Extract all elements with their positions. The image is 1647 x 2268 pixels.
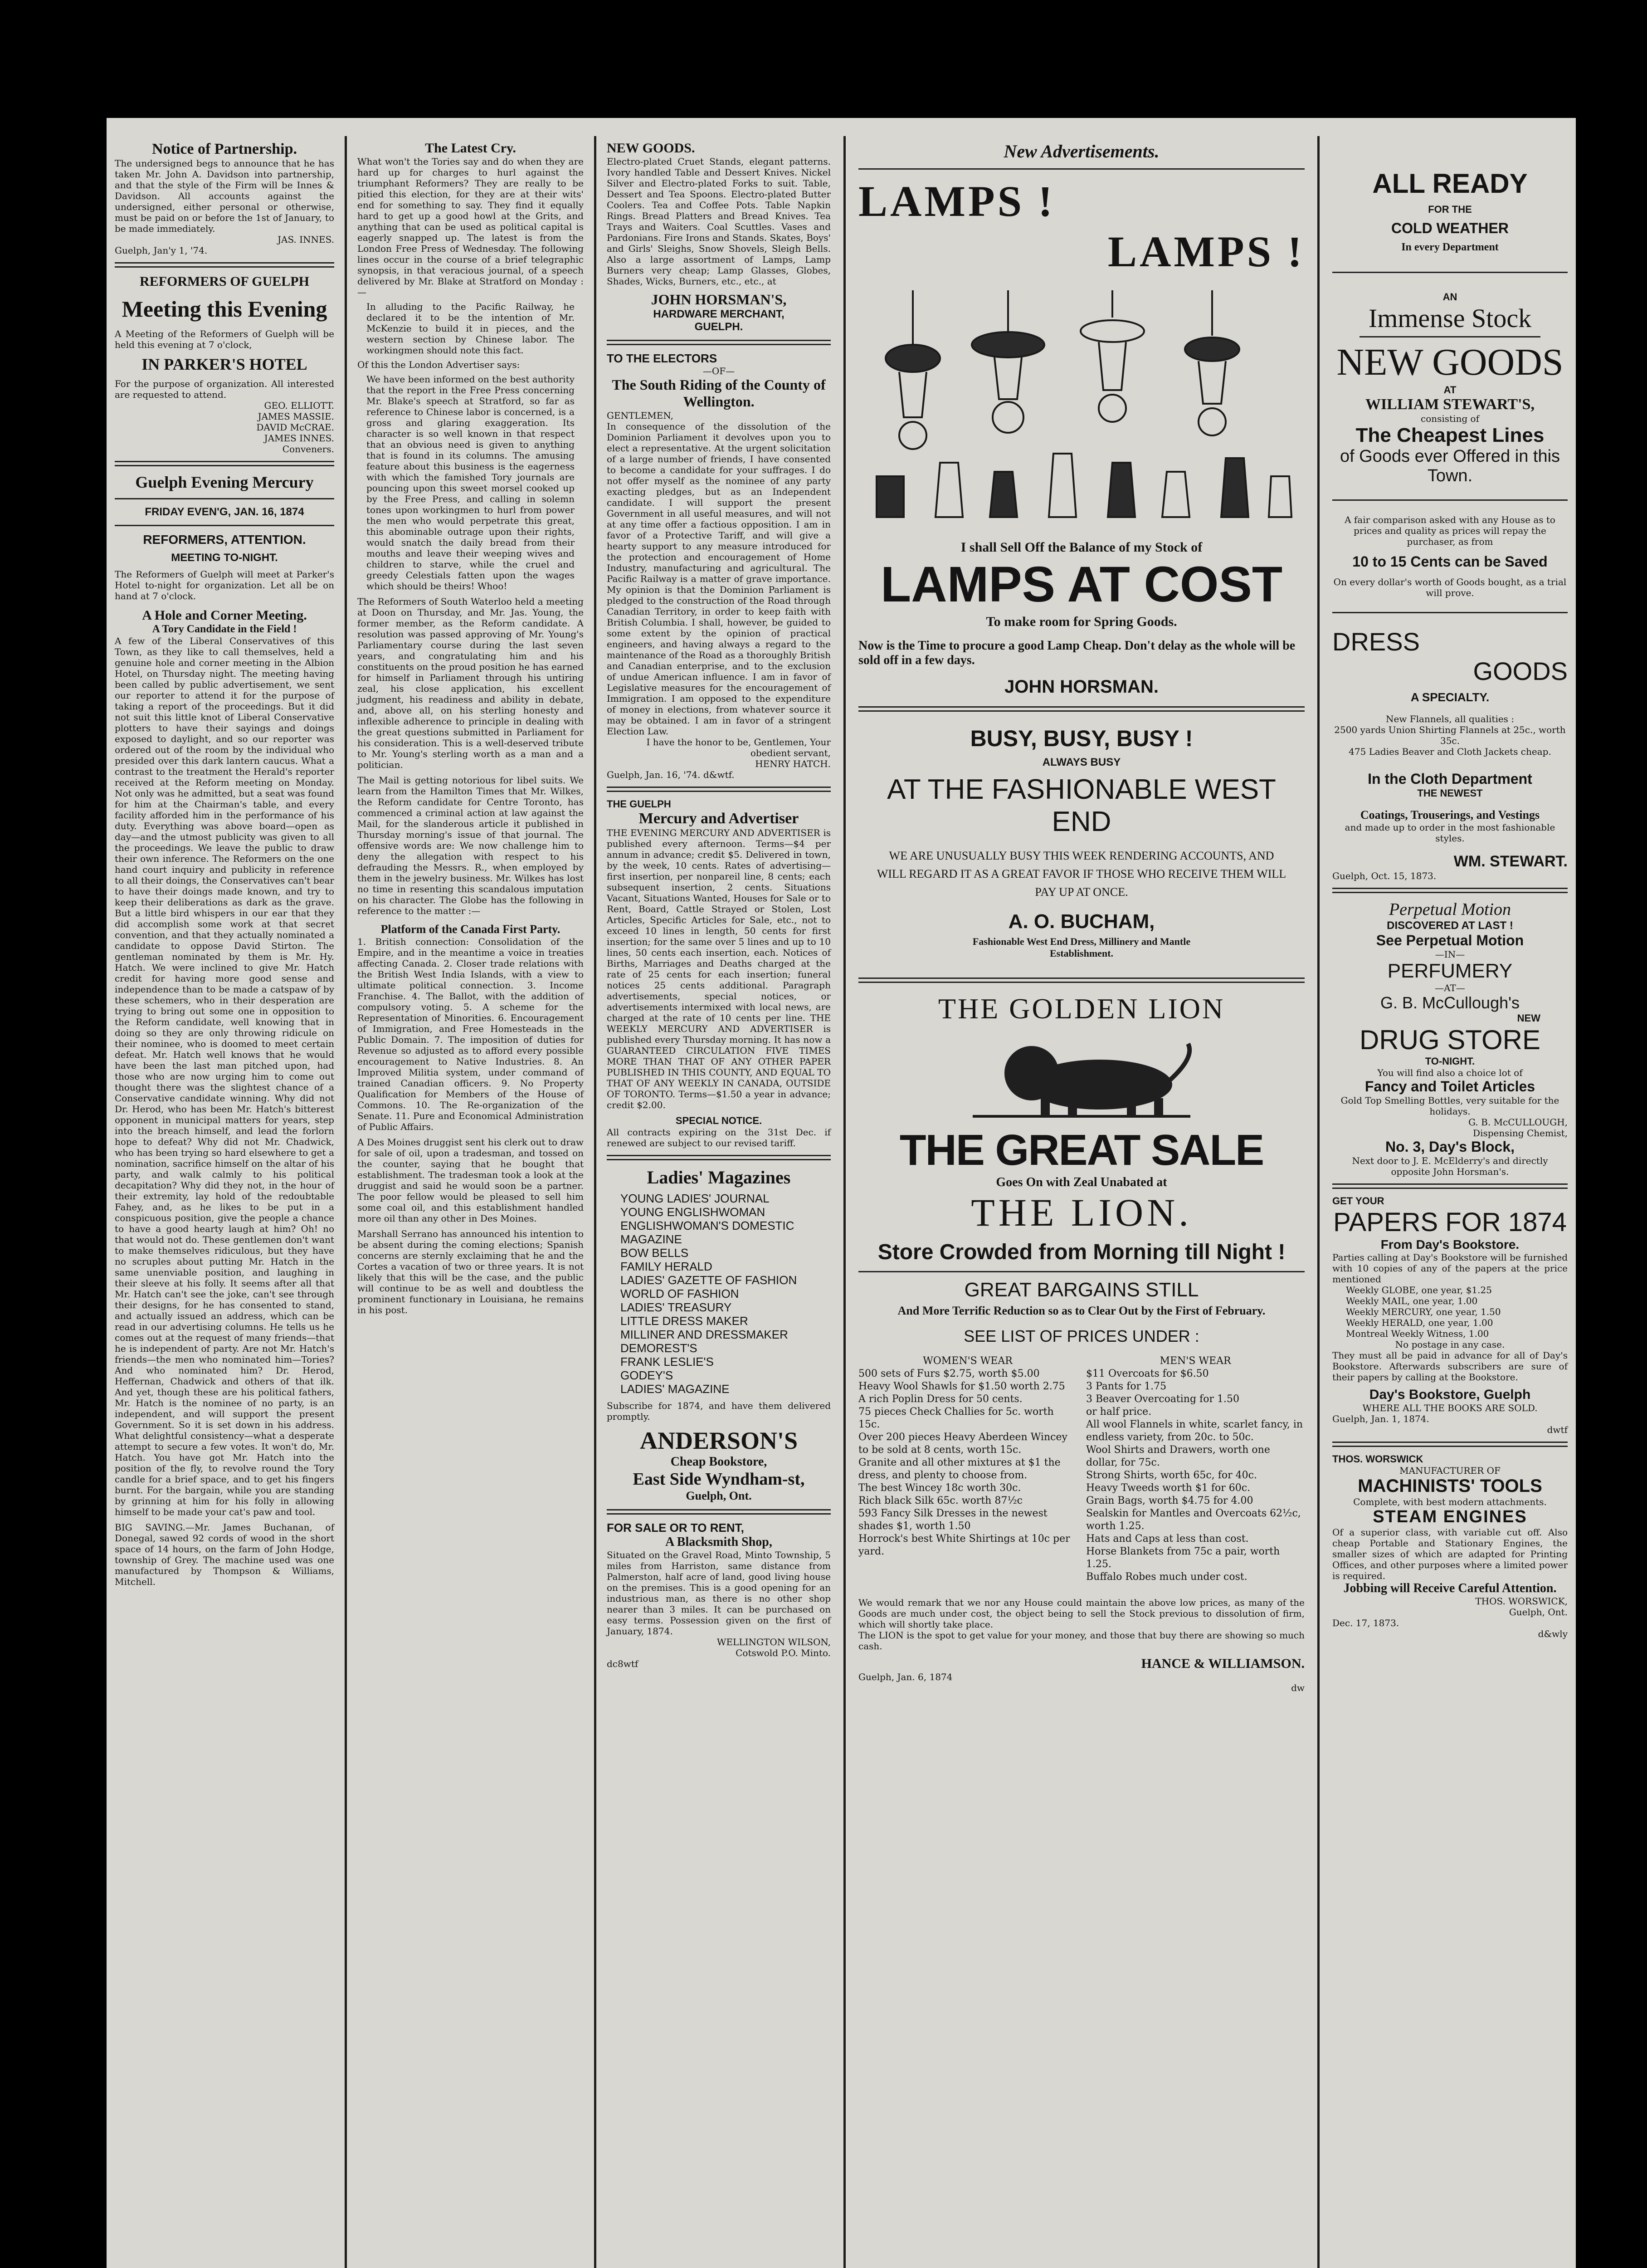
busy-heading: BUSY, BUSY, BUSY ! (970, 726, 1193, 751)
divider (607, 787, 831, 792)
tory-heading: A Tory Candidate in the Field ! (152, 623, 297, 635)
convener: DAVID McCRAE. (256, 422, 334, 433)
cloth-dept: In the Cloth Department (1368, 771, 1532, 787)
price-item: 500 sets of Furs $2.75, worth $5.00 (858, 1368, 1040, 1379)
price-item: Heavy Wool Shawls for $1.50 worth 2.75 (858, 1381, 1065, 1392)
meeting-tonight-body: The Reformers of Guelph will meet at Parker's Hotel to-night for organization. Let all be on hand at 7 o'clock. (115, 569, 334, 601)
list-item: DEMOREST'S (620, 1341, 697, 1355)
article-quote: We have been informed on the best authority that the report in the Free Press concerning Mr. Blake's speech at Stratford, so far as reference to Chinese labor is concerned, is a gross and glaring exaggeration. Its character is so well known in that respect that an obvious need is given to anything that is found in its columns. The amusing feature about this business is the eagerness with which the famished Tory journals are pouncing upon this sweet morsel cooked up by the Free Press, and calling in solemn tones upon workingmen to hurl from power the men who would perpetrate this great, this abominable outrage upon their rights, would snatch the daily bread from their mouths and leave their weeping wives and children to starve, while the cruel and greedy Celestials fatten upon the wages which should be theirs! Whoo! (366, 374, 575, 591)
price-item: Over 200 pieces Heavy Aberdeen Wincey to be sold at 8 cents, worth 15c. (858, 1432, 1067, 1456)
divider (1332, 1183, 1568, 1189)
lamps-heading-1: LAMPS ! (858, 177, 1055, 225)
comparison: A fair comparison asked with any House as to prices and quality as prices will repay the purchaser, as from (1345, 514, 1555, 547)
price-item: Weekly GLOBE, one year, $1.25 (1346, 1285, 1492, 1295)
fancy-articles: Fancy and Toilet Articles (1364, 1078, 1535, 1095)
new-goods: NEW GOODS (1336, 341, 1564, 383)
price-item: 75 pieces Check Challies for 5c. worth 15c. (858, 1406, 1054, 1430)
union: 2500 yards Union Shirting Flannels at 25c., worth 35c. (1334, 724, 1566, 746)
new-label: NEW (1517, 1012, 1540, 1024)
list-item: LITTLE DRESS MAKER (620, 1314, 748, 1328)
mercury-heading: Mercury and Advertiser (638, 810, 799, 827)
divider (858, 168, 1305, 170)
womens-wear (858, 1355, 1077, 1584)
new-advertisements-heading: New Advertisements. (1004, 141, 1160, 161)
lamps-illustration (858, 281, 1305, 535)
article-quote: In alluding to the Pacific Railway, he declared it to be the intention of Mr. McKenzie to build it in pieces, and the western section by Chinese labor. The workingmen should note this fact. (366, 301, 575, 356)
price-item: or half price. (1086, 1406, 1152, 1418)
price-item: 3 Pants for 1.75 (1086, 1381, 1167, 1392)
reduction: And More Terrific Reduction so as to Clear Out by the First of February. (897, 1304, 1266, 1317)
list-item: LADIES' MAGAZINE (620, 1382, 730, 1396)
price-item: 3 Beaver Overcoating for 1.50 (1086, 1393, 1239, 1405)
unusually-busy: WE ARE UNUSUALLY BUSY THIS WEEK RENDERING ACCOUNTS, AND WILL REGARD IT AS A GREAT FAVOR IF THOSE WHO RECEIVE THEM WILL PAY UP AT ONCE. (877, 849, 1286, 899)
article-body: The Mail is getting notorious for libel suits. We learn from the Hamilton Times that Mr. Wilkes, the Reform candidate for Centre Toronto, has commenced a criminal action at law against the Mail, for the slanderous article it published in Thursday morning's issue of that journal. The offensive words are: We now challenge him to deny the allegation with respect to his defrauding the Messrs. R., when employed by them in the jewelry business. Mr. Wilkes has lost no time in resenting this scandalous imputation on his character. The Globe has the following in reference to the matter :— (357, 775, 584, 916)
days-bookstore: Day's Bookstore, Guelph (1369, 1387, 1531, 1402)
price-item: Strong Shirts, worth 65c, for 40c. (1086, 1470, 1257, 1481)
fashionable-heading: AT THE FASHIONABLE WEST END (887, 774, 1276, 837)
golden-lion-heading: THE GOLDEN LION (938, 992, 1225, 1025)
divider (1332, 499, 1568, 501)
for-the: FOR THE (1428, 204, 1472, 215)
bucham-sub: Fashionable West End Dress, Millinery and Mantle Establishment. (972, 936, 1191, 959)
hole-heading: A Hole and Corner Meeting. (142, 608, 307, 623)
perfumery: PERFUMERY (1387, 960, 1513, 982)
lamps-at-cost: LAMPS AT COST (880, 557, 1283, 612)
offered: of Goods ever Offered in this Town. (1340, 447, 1560, 485)
see-list-heading: SEE LIST OF PRICES UNDER : (964, 1327, 1199, 1345)
price-item: Sealskin for Mantles and Overcoats 62½c, worth 1.25. (1086, 1508, 1301, 1532)
manufacturer: MANUFACTURER OF (1399, 1465, 1501, 1476)
big-saving: BIG SAVING.—Mr. James Buchanan, of Donegal, sawed 92 cords of wood in the short space of 14 hours, on the farm of John Hodge, township of Grey. The machine used was one manufactured by Thompson & Williams, Mitchell. (115, 1522, 334, 1587)
list-item: YOUNG LADIES' JOURNAL (620, 1192, 770, 1205)
next-door: Next door to J. E. McElderry's and directly opposite John Horsman's. (1352, 1155, 1548, 1177)
masthead: Guelph Evening Mercury (135, 473, 314, 491)
reformers-heading: REFORMERS OF GUELPH (140, 274, 309, 289)
list-item: BOW BELLS (620, 1246, 689, 1260)
cold-weather: COLD WEATHER (1391, 220, 1509, 236)
divider (1332, 272, 1568, 273)
worswick-code: d&wly (1538, 1628, 1568, 1639)
the-guelph: THE GUELPH (607, 798, 671, 810)
subscribe: Subscribe for 1874, and have them delivered promptly. (607, 1400, 831, 1422)
partnership-body: The undersigned begs to announce that he has taken Mr. John A. Davidson into partnership, and that the style of the Firm will be Innes & Davidson. All accounts against the undersigned, either personal or otherwise, must be paid on or before the 1st of January, to be made immediately. (115, 158, 334, 234)
andersons: ANDERSON'S (639, 1427, 798, 1454)
guelph-ont: Guelph, Ont. (1509, 1607, 1568, 1618)
beaver: 475 Ladies Beaver and Cloth Jackets cheap. (1349, 746, 1551, 757)
worswick-date: Dec. 17, 1873. (1332, 1618, 1399, 1628)
meeting-purpose: For the purpose of organization. All interested are requested to attend. (115, 378, 334, 400)
divider (607, 1155, 831, 1160)
jobbing: Jobbing will Receive Careful Attention. (1343, 1581, 1557, 1595)
price-item: All wool Flannels in white, scarlet fancy, in endless variety, from 20c. to 50c. (1086, 1419, 1303, 1443)
article-body: What won't the Tories say and do when they are hard up for charges to hurl against the triumphant Reformers? They are really to be pitied this election, for they are at their wits' end for something to say. They find it equally hard to get up a good howl at the Grits, and anything that can be used as political capital is eagerly snapped up. The latest is from the London Free Press of Wednesday. The following lines occur in the course of a brief telegraphic synopsis, in that veracious journal, of a speech delivered by Mr. Blake at Stratford on Monday :— (357, 156, 584, 298)
coatings: Coatings, Trouserings, and Vestings (1360, 808, 1540, 821)
in-label: —IN— (1435, 949, 1465, 960)
article-body: Of this the London Advertiser says: (357, 359, 520, 370)
modern: Complete, with best modern attachments. (1353, 1496, 1547, 1507)
tonight: TO-NIGHT. (1425, 1056, 1475, 1067)
divider (115, 461, 334, 466)
hotel-name: IN PARKER'S HOTEL (141, 355, 307, 373)
machinists: MACHINISTS' TOOLS (1358, 1476, 1542, 1496)
days-date: Guelph, Jan. 1, 1874. (1332, 1413, 1429, 1424)
lion-engraving-icon (964, 1030, 1199, 1121)
gentlemen: GENTLEMEN, (607, 410, 673, 421)
partnership-signer: JAS. INNES. (277, 234, 334, 245)
list-item: LADIES' GAZETTE OF FASHION (620, 1273, 797, 1287)
price-item: Rich black Silk 65c. worth 87½c (858, 1495, 1023, 1506)
lion-illustration (858, 1026, 1305, 1125)
article-body: A Des Moines druggist sent his clerk out to draw for sale of oil, upon a tradesman, and tossed on the counter, saying that he bought that establishment. The tradesman took a look at the druggist and said he would soon be a partner. The poor fellow would be pleased to sell him some coal oil, and this establishment handled more oil than any other in Des Moines. (357, 1137, 584, 1224)
of-label: —OF— (702, 366, 735, 376)
lion-code: dw (1291, 1682, 1305, 1693)
from-days: From Day's Bookstore. (1380, 1237, 1520, 1251)
price-item: The best Wincey 18c worth 30c. (858, 1482, 1021, 1494)
divider (858, 1271, 1305, 1272)
crowded-heading: Store Crowded from Morning till Night ! (877, 1240, 1286, 1264)
for-sale-heading: FOR SALE OR TO RENT, (607, 1521, 744, 1535)
flannels: New Flannels, all qualities : (1385, 714, 1515, 724)
convener: JAMES INNES. (264, 433, 334, 444)
see-perpetual: See Perpetual Motion (1376, 932, 1524, 948)
dress-heading: DRESS (1332, 627, 1420, 656)
divider (1332, 888, 1568, 893)
at-label: AT (1443, 384, 1457, 396)
stewart-date: Guelph, Oct. 15, 1873. (1332, 870, 1437, 881)
special-notice-heading: SPECIAL NOTICE. (675, 1115, 762, 1126)
price-item: A rich Poplin Dress for 50 cents. (858, 1393, 1023, 1405)
apply-place: Cotswold P.O. Minto. (736, 1647, 831, 1658)
dateline: FRIDAY EVEN'G, JAN. 16, 1874 (145, 506, 304, 518)
where: WHERE ALL THE BOOKS ARE SOLD. (1362, 1403, 1538, 1413)
riding-heading: The South Riding of the County of Wellington. (612, 376, 826, 410)
divider (115, 262, 334, 268)
list-item: WORLD OF FASHION (620, 1287, 739, 1300)
mens-wear (1086, 1355, 1305, 1584)
meeting-heading: Meeting this Evening (122, 296, 327, 322)
divider (607, 340, 831, 345)
list-item: MILLINER AND DRESSMAKER (620, 1328, 788, 1341)
divider (115, 498, 334, 499)
discovered: DISCOVERED AT LAST ! (1387, 919, 1513, 932)
perpetual-heading: Perpetual Motion (1389, 900, 1511, 919)
signed-date: Guelph, Jan. 16, '74. d&wtf. (607, 769, 735, 780)
apply-name: WELLINGTON WILSON, (716, 1637, 831, 1647)
price-item: Buffalo Robes much under cost. (1086, 1571, 1247, 1583)
immense-stock: Immense Stock (1368, 303, 1532, 333)
signer: HENRY HATCH. (755, 758, 831, 769)
meeting-body: A Meeting of the Reformers of Guelph will be held this evening at 7 o'clock, (115, 328, 334, 350)
guelph-label: GUELPH. (694, 321, 743, 333)
column-rule (843, 136, 846, 2268)
price-item: $11 Overcoats for $6.50 (1086, 1368, 1209, 1379)
magazine-list (620, 1192, 831, 1396)
price-item: Horse Blankets from 75c a pair, worth 1.25. (1086, 1546, 1280, 1570)
price-item: Granite and all other mixtures at $1 the dress, and plenty to choose from. (858, 1457, 1061, 1481)
latest-heading: The Latest Cry. (425, 141, 516, 156)
column-5 (1324, 141, 1576, 2268)
blacksmith-body: Situated on the Gravel Road, Minto Township, 5 miles from Harriston, same distance from Palmerston, half acre of land, good living house on the premises. This is a good opening for an industrious man, as there is no other shop nearer than 3 miles. It can be purchased on easy terms. Possession given on the first of January, 1874. (607, 1549, 831, 1637)
partnership-date: Guelph, Jan'y 1, '74. (115, 245, 208, 256)
list-item: ENGLISHWOMAN'S DOMESTIC MAGAZINE (620, 1219, 794, 1246)
goods-heading: GOODS (1473, 657, 1568, 685)
worswick-sig: THOS. WORSWICK, (1475, 1596, 1568, 1607)
closing: I have the honor to be, Gentlemen, Your obedient servant, (646, 737, 831, 758)
list-item: YOUNG ENGLISHWOMAN (620, 1205, 765, 1219)
prices-table (858, 1355, 1305, 1584)
partnership-heading: Notice of Partnership. (151, 141, 297, 157)
saved-heading: 10 to 15 Cents can be Saved (1352, 553, 1548, 570)
rates-body: THE EVENING MERCURY AND ADVERTISER is published every afternoon. Terms—$4 per annum in advance; credit $5. Delivered in town, by the week, 10 cents. Rates of advertising—first insertion, per nonpareil line, 8 cents; each subsequent insertion, 2 cents. Situations Vacant, Situations Wanted, Houses for Sale or to Rent, Board, Cattle Strayed or Stolen, Lost Articles, Specific Articles for Sale, etc., not to exceed 10 lines in length, 50 cents for first insertion; for the same over 5 lines and up to 10 lines, 50 cents each insertion, each. Notices of Births, Marriages and Deaths charged at the rate of 25 cents for each insertion; funeral notices 25 cents additional. Paragraph advertisements, special notices, or advertisements intermixed with local news, are charged at the rate of 10 cents per line. THE WEEKLY MERCURY AND ADVERTISER is published every Thursday morning. It has now a GUARANTEED CIRCULATION FIVE TIMES MORE THAN THAT OF ANY OTHER PAPER PUBLISHED IN THIS COUNTY, AND EQUAL TO THAT OF ANY WEEKLY IN CANADA, OUTSIDE OF TORONTO. Terms—$1.50 a year in advance; credit $2.00. (607, 827, 831, 1110)
cheap-bookstore: Cheap Bookstore, (670, 1455, 767, 1469)
convener: JAMES MASSIE. (258, 411, 334, 422)
lamps-engraving-icon (858, 281, 1303, 535)
john-horsman: JOHN HORSMAN. (1004, 677, 1159, 697)
list-item: GODEY'S (620, 1369, 673, 1382)
divider (1332, 1442, 1568, 1447)
saved-body: On every dollar's worth of Goods bought, as a trial will prove. (1333, 577, 1567, 598)
always-busy: ALWAYS BUSY (1042, 756, 1121, 768)
newest: THE NEWEST (1417, 787, 1483, 799)
days-block: No. 3, Day's Block, (1385, 1139, 1515, 1155)
days-code: dwtf (1547, 1424, 1568, 1435)
worswick: THOS. WORSWICK (1332, 1453, 1423, 1465)
column-2 (349, 141, 592, 2268)
reformers-attention: REFORMERS, ATTENTION. (143, 533, 306, 547)
get-your: GET YOUR (1332, 1195, 1384, 1207)
price-item: Weekly HERALD, one year, 1.00 (1346, 1317, 1493, 1328)
now-time: Now is the Time to procure a good Lamp Cheap. Don't delay as the whole will be sold off in a few days. (858, 639, 1296, 667)
mens-heading: MEN'S WEAR (1160, 1355, 1231, 1367)
conveners-label: Conveners. (282, 444, 334, 455)
gold-top: Gold Top Smelling Bottles, very suitable for the holidays. (1340, 1095, 1559, 1117)
column-4 (850, 141, 1313, 2268)
horsman-name: JOHN HORSMAN'S, (651, 291, 787, 308)
the-lion-heading: THE LION. (971, 1191, 1192, 1234)
list-item: LADIES' TREASURY (620, 1300, 732, 1314)
guelph-ont: Guelph, Ont. (686, 1489, 752, 1502)
column-rule (594, 136, 596, 2268)
east-side: East Side Wyndham-st, (633, 1470, 805, 1489)
lamps-heading-2: LAMPS ! (1108, 227, 1305, 276)
platform-heading: Platform of the Canada First Party. (380, 923, 560, 936)
goes-on: Goes On with Zeal Unabated at (996, 1175, 1167, 1189)
list-item: FAMILY HERALD (620, 1260, 712, 1273)
apply-code: dc8wtf (607, 1658, 638, 1669)
stewarts: WILLIAM STEWART'S, (1365, 396, 1535, 413)
price-item: Wool Shirts and Drawers, worth one dollar, for 75c. (1086, 1444, 1270, 1468)
goods-list: Electro-plated Cruet Stands, elegant patterns. Ivory handled Table and Dessert Knives. Nickel Silver and Electro-plated Forks to suit. Table, Dessert and Tea Spoons. Electro-plated Butter Coolers. Tea and Coffee Pots. Table Napkin Rings. Bread Platters and Bread Knives. Tea Trays and Waiters. Coal Scuttles. Vases and Pardonians. Fire Irons and Stands. Skates, Boys' and Girls' Sleighs, Snow Shovels, Sleigh Bells. Also a large assortment of Lamps, Lamp Burners very cheap; Lamp Glasses, Globes, Shades, Wicks, Burners, etc., etc., at (607, 156, 831, 287)
divider (1332, 612, 1568, 613)
advance: They must all be paid in advance for all of Day's Bookstore. Afterwards subscribers are sure of their papers by calling at the Bookstore. (1332, 1350, 1568, 1383)
divider (858, 978, 1305, 983)
column-rule (1317, 136, 1320, 2268)
price-item: Heavy Tweeds worth $1 for 60c. (1086, 1482, 1251, 1494)
an-label: AN (1442, 291, 1457, 303)
great-sale-heading: THE GREAT SALE (899, 1126, 1264, 1174)
made-up: and made up to order in the most fashionable styles. (1345, 822, 1555, 844)
hardware-label: HARDWARE MERCHANT, (653, 308, 785, 320)
remark: We would remark that we nor any House could maintain the above low prices, as many of the Goods are much under cost, the object being to sell the Stock previous to dissolution of firm, which will shortly take place. (858, 1597, 1305, 1630)
bargains-heading: GREAT BARGAINS STILL (964, 1279, 1199, 1301)
price-item: Weekly MERCURY, one year, 1.50 (1346, 1306, 1501, 1317)
mcc-sig: G. B. McCULLOUGH, (1468, 1117, 1568, 1128)
article-body: The Reformers of South Waterloo held a meeting at Doon on Thursday, and Mr. Jas. Young, the former member, as the Reform candidate. A resolution was passed approving of Mr. Young's Parliamentary course during the last seven years, and congratulating him and his constituents on the proud position he has earned for himself in Parliament through his untiring zeal, his close application, his excellent judgment, his readiness and ability in debate, and, above all, on his sterling honesty and inflexible adherence to principle in dealing with the great questions submitted in Parliament for his consideration. This is a well-deserved tribute to Mr. Young's sterling worth as a man and a politician. (357, 596, 584, 770)
divider (115, 525, 334, 526)
all-ready: ALL READY (1372, 168, 1528, 199)
lion-spot: The LION is the spot to get value for your money, and those that buy there are showing so much cash. (858, 1630, 1305, 1652)
new-goods-heading: NEW GOODS. (607, 141, 695, 156)
parties: Parties calling at Day's Bookstore will be furnished with 10 copies of any of the papers at the price mentioned (1332, 1252, 1568, 1285)
bucham-name: A. O. BUCHAM, (1008, 910, 1155, 933)
choice: You will find also a choice lot of (1377, 1067, 1523, 1078)
column-rule (345, 136, 347, 2268)
address-body: In consequence of the dissolution of the Dominion Parliament it devolves upon you to elect a representative. At the urgent solicitation of a large number of friends, I have consented to become a candidate for your suffrages. I do not offer myself as the nominee of any party exacting pledges, but as an Independent candidate. I will support the present Government in all useful measures, and will not at any time offer a factious opposition. I am in favor of a Protective Tariff, and will give a hearty support to any measure introduced for the protection and encouragement of Home Industry, manufacturing and agricultural. The Pacific Railway is a matter of grave importance. My opinion is that the Dominion Parliament is pledged to the construction of the Road through Canadian Territory, in order to keep faith with British Columbia. I shall, however, be guided to some extent by the opinion of practical engineers, and having always a regard to the maintenance of the Road as a thoroughly British and Canadian enterprise, and to the exclusion of undue American influence. I am in favor of Legislative measures for the encouragement of Immigration. I am opposed to the expenditure of money in elections, from whatever source it may be obtained. I am in favor of a stringent Election Law. (607, 421, 831, 737)
article-body: Marshall Serrano has announced his intention to be absent during the coming elections; Spanish concerns are sternly exclaiming that he and the Cortes a vacation of two or three years. It is not likely that this will be the case, and the public will continue to be as well and doubtless the prominent functionary in Louisiana, he remains in his post. (357, 1228, 584, 1315)
price-item: 593 Fancy Silk Dresses in the newest shades $1, worth 1.50 (858, 1508, 1048, 1532)
meeting-tonight: MEETING TO-NIGHT. (171, 552, 278, 564)
mccullough: G. B. McCullough's (1380, 993, 1520, 1012)
platform-items: 1. British connection: Consolidation of the Empire, and in the meantime a voice in treaties affecting Canada. 2. Closer trade relations with the British West India Islands, with a view to ultimate political connection. 3. Income Franchise. 4. The Ballot, with the addition of compulsory voting. 5. A scheme for the Representation of Minorities. 6. Encouragement of Immigration, and Free Homesteads in the Public Domain. 7. The imposition of duties for Revenue so adjusted as to afford every possible encouragement to Native Industries. 8. An Improved Militia system, under command of trained Canadian officers. 9. No Property Qualification for Members of the House of Commons. 10. The Re-organization of the Senate. 11. Pure and Economical Administration of Public Affairs. (357, 936, 584, 1132)
steam-engines: STEAM ENGINES (1373, 1507, 1527, 1526)
column-3 (599, 141, 839, 2268)
papers-heading: PAPERS FOR 1874 (1333, 1207, 1567, 1237)
lion-date: Guelph, Jan. 6, 1874 (858, 1672, 953, 1682)
convener: GEO. ELLIOTT. (264, 400, 334, 411)
article-body: A few of the Liberal Conservatives of this Town, as they like to call themselves, held a genuine hole and corner meeting in the Albion Hotel, on Thursday night. The meeting having been called by public advertisement, we sent our reporter to attend it for the purpose of taking a report of the proceedings. But it did not suit this little knot of Liberal Conservative plotters to have their sayings and doings exposed to daylight, and so our reporter was ordered out of the room by the individual who presided over this dark lantern caucus. What a contrast to the treatment the Herald's reporter received at the Reform meeting on Monday. Not only was he admitted, but a seat was found for him at the Chairman's table, and every facility afforded him in the performance of his duty. Everything was above board—open as day—and the utmost publicity was given to all the proceedings. We leave the public to draw their own inference. The Reformers on the one hand court inquiry and publicity in reference to all their doings, the Conservatives can't bear to have their doings made known, and try to keep their deliberations as dark as the grave. But a little bird whispers in our ear that they did accomplish some work at that secret convention, and that they actually nominated a candidate to oppose David Stirton. The gentleman nominated by them is Mr. Hy. Hatch. We were inclined to give Mr. Hatch credit for having more good sense and independence than to be made a catspaw of by these schemers, who in their desperation are trying to bring out some one in opposition to the Reform candidate, well knowing that in doing so they are only throwing ridicule on their nominee, who is doomed to meet certain defeat. Mr. Hatch well knows that he would have been the last man pitched upon, had those who are now urging him to come out thought there was the slightest chance of a Conservative candidate winning. Why did not Dr. Herod, who has been Mr. Hatch's bitterest opponent in municipal matters for years, step into the breach himself, and lead the forlorn hope to defeat? Why did not Mr. Chadwick, who has been trying so hard elsewhere to get a nomination, sacrifice himself on the altar of his party, and walk calmly to his political decapitation? Why did they not, in the hour of their extremity, lay hold of the redoubtable Fahey, and, as he likes to be put in a conspicuous position, give the people a chance to have a good hearty laugh at him? Oh! no that would not do. These gentlemen don't want to make themselves ridiculous, but they have no scruples about putting Mr. Hatch in the same unenviable position, and laughing in their sleeve at his folly. It seems after all that Mr. Hatch can't see the joke, can't see through their designs, for he has consented to stand, and actually issued an address, which can be read in our advertising columns. He tells us he comes out at the request of many friends—that he is independent of party. Are not Mr. Hatch's friends—the men who nominated him—Tories? And who nominated him? Dr. Herod, Heffernan, Chadwick and others of that ilk. And yet, though these are his political fathers, Mr. Hatch is the nominee of no party, is an independent, and will support the present Government. So it is set down in his address. What delightful consistency—what a desperate attempt to secure a few votes. It won't do, Mr. Hatch. You have got Mr. Hatch into the position of the fly, to revolve round the Tory candle for a brief space, and to get his fingers burnt. For the bargain, while you are standing by grinning at him for his folly in allowing himself to be made your cat's paw and tool. (115, 635, 334, 1517)
at2-label: —AT— (1435, 982, 1465, 993)
price-item: Hats and Caps at less than cost. (1086, 1533, 1249, 1545)
blacksmith-heading: A Blacksmith Shop, (665, 1535, 772, 1549)
divider (607, 1509, 831, 1515)
list-item: FRANK LESLIE'S (620, 1355, 714, 1369)
consisting: consisting of (1421, 413, 1479, 424)
column-1 (107, 141, 342, 2268)
steam-body: Of a superior class, with variable cut off. Also cheap Portable and Stationary Engines, the smaller sizes of which are adapted for Printing Offices, and other purposes where a limited power is required. (1332, 1527, 1568, 1581)
divider (1360, 336, 1540, 337)
electors-heading: TO THE ELECTORS (607, 352, 717, 365)
specialty: A SPECIALTY. (1410, 690, 1490, 704)
special-notice-body: All contracts expiring on the 31st Dec. if renewed are subject to our revised tariff. (607, 1127, 831, 1149)
ladies-heading: Ladies' Magazines (647, 1167, 791, 1188)
sell-off: I shall Sell Off the Balance of my Stock of (960, 540, 1203, 555)
drug-store: DRUG STORE (1360, 1025, 1540, 1055)
no-postage: No postage in any case. (1395, 1339, 1505, 1350)
womens-heading: WOMEN'S WEAR (923, 1355, 1013, 1367)
wm-stewart: WM. STEWART. (1453, 853, 1568, 870)
price-item: Montreal Weekly Witness, 1.00 (1346, 1328, 1489, 1339)
divider (858, 706, 1305, 712)
chemist: Dispensing Chemist, (1473, 1128, 1568, 1139)
make-room: To make room for Spring Goods. (986, 614, 1177, 629)
cheapest-lines: The Cheapest Lines (1355, 424, 1545, 446)
price-item: Grain Bags, worth $4.75 for 4.00 (1086, 1495, 1253, 1506)
every-dept: In every Department (1401, 241, 1499, 253)
firm-name: HANCE & WILLIAMSON. (1141, 1656, 1305, 1671)
price-item: Horrock's best White Shirtings at 10c per yard. (858, 1533, 1070, 1557)
price-item: Weekly MAIL, one year, 1.00 (1346, 1295, 1478, 1306)
newspaper-page (107, 118, 1576, 2268)
